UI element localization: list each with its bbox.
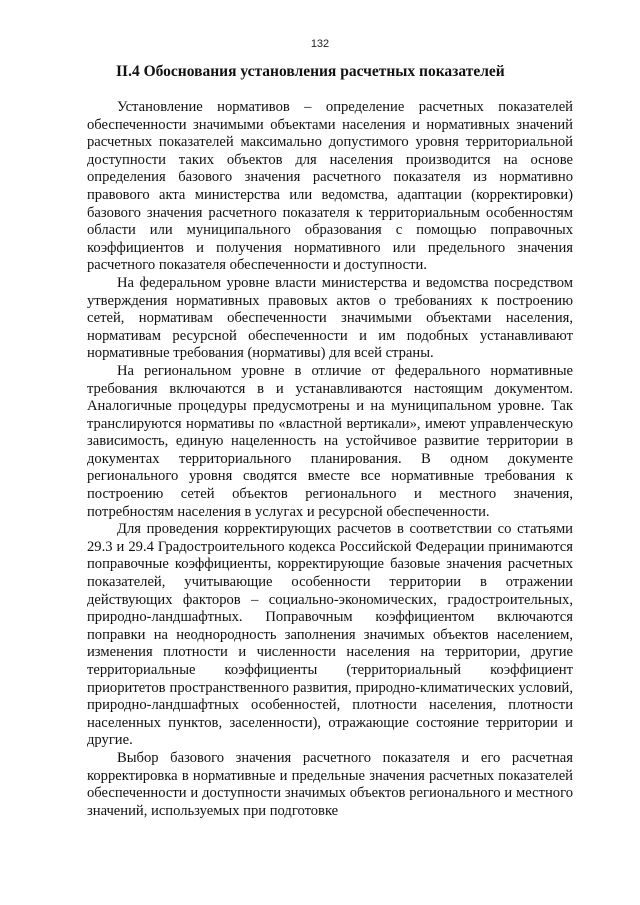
paragraph-federal-level: На федеральном уровне власти министерства и ведомства посредством утверждения нормативных правовых актов о требованиях к построению сетей, нормативам обеспеченности значимыми объектами населения, нормативам ресурсной обеспеченности и им подобных устанавливают нормативные требования (нормативы) для всей страны. [87, 274, 573, 362]
paragraph-correction-coefficients: Для проведения корректирующих расчетов в соответствии со статьями 29.3 и 29.4 Градостроительного кодекса Российской Федерации принимаются поправочные коэффициенты, корректирующие базовые значения расчетных показателей, учитывающие особенности территории в отражении действующих факторов – социально-экономических, градостроительных, природно-ландшафтных. Поправочным коэффициентом включаются поправки на неоднородность заполнения значимых объектов населением, изменения плотности и численности населения на территории, другие территориальные коэффициенты (территориальный коэффициент приоритетов пространственного развития, природно-климатических условий, природно-ландшафтных особенностей, плотности населения, плотности населенных пунктов, заселенности), отражающие состояние территории и другие. [87, 521, 573, 749]
page-number: 132 [310, 38, 330, 50]
paragraph-base-value-selection: Выбор базового значения расчетного показателя и его расчетная корректировка в нормативные и предельные значения расчетных показателей обеспеченности и доступности значимых объектов регионального и местного значений, используемых при подготовке [87, 749, 573, 819]
body-text [87, 99, 573, 820]
section-heading: II.4 Обоснования установления расчетных показателей [116, 63, 505, 80]
paragraph-regional-level: На региональном уровне в отличие от федерального нормативные требования включаются в и устанавливаются настоящим документом. Аналогичные процедуры предусмотрены и на муниципальном уровне. Так транслируются нормативы по «властной вертикали», имеют управленческую зависимость, единую нацеленность на устойчивое развитие территории в документах территориального планирования. В одном документе регионального уровня сводятся вместе все нормативные требования к построению сетей объектов регионального и местного значения, потребностям населения в услугах и ресурсной обеспеченности. [87, 362, 573, 520]
paragraph-standards-definition: Установление нормативов – определение расчетных показателей обеспеченности значимыми объектами населения и нормативных значений расчетных показателей максимально допустимого уровня территориальной доступности таких объектов для населения производится на основе определения базового значения расчетного показателя из нормативно правового акта министерства или ведомства, адаптации (корректировки) базового значения расчетного показателя к территориальным особенностям области или муниципального образования с помощью поправочных коэффициентов и получения нормативного или предельного значения расчетного показателя обеспеченности и доступности. [87, 99, 573, 274]
